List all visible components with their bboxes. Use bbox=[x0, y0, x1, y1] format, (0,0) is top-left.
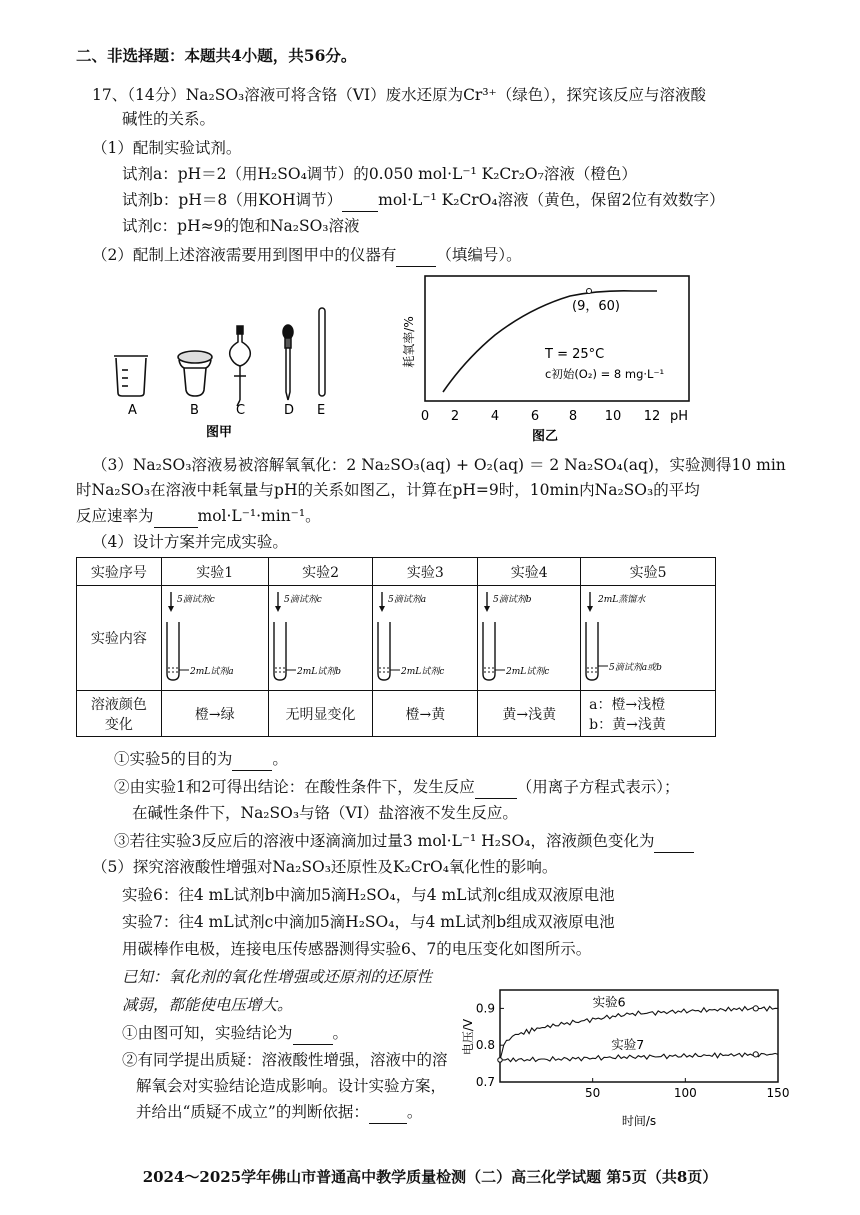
part4-q3: ③若往实验3反应后的溶液中逐滴滴加过量3 mol·L⁻¹ H₂SO₄，溶液颜色变化为 bbox=[114, 830, 694, 853]
experiment-cell bbox=[373, 586, 478, 691]
part3-line1: （3）Na₂SO₃溶液易被溶解氧氧化：2 Na₂SO₃(aq) + O₂(aq) ＝ 2 Na₂SO₄(aq)，实验测得10 min bbox=[92, 456, 786, 474]
series-start-marker bbox=[498, 1058, 502, 1062]
part5-q2-line3: 并给出“质疑不成立”的判断依据： 。 bbox=[136, 1101, 422, 1124]
answer-blank bbox=[475, 776, 517, 799]
series-label: 实验6 bbox=[592, 994, 626, 1010]
test-tube-icon bbox=[274, 622, 286, 680]
table-header: 实验5 bbox=[581, 558, 716, 586]
part3-line2: 时Na₂SO₃在溶液中耗氧量与pH的关系如图乙，计算在pH=9时，10min内Na₂SO₃的平均 bbox=[76, 481, 700, 499]
drop-label: 5滴试剂c bbox=[283, 595, 322, 605]
xtick: 0 bbox=[420, 409, 430, 424]
label-E: E bbox=[317, 403, 326, 418]
tube-content-label: 2mL试剂b bbox=[296, 667, 341, 677]
part5-q2-line2: 解氧会对实验结论造成影响。设计实验方案， bbox=[136, 1077, 447, 1095]
part5-q2-line1: ②有同学提出质疑：溶液酸性增强，溶液中的溶 bbox=[122, 1051, 448, 1069]
experiment7: 实验7：往4 mL试剂c中滴加5滴H₂SO₄，与4 mL试剂b组成双液原电池 bbox=[122, 913, 615, 931]
xtick: 4 bbox=[490, 409, 500, 424]
answer-blank bbox=[232, 748, 272, 771]
answer-blank bbox=[369, 1101, 407, 1124]
test-tube-diagram bbox=[479, 586, 579, 686]
table-header: 实验4 bbox=[478, 558, 581, 586]
test-tube-diagram bbox=[582, 586, 714, 686]
page-footer: 2024～2025学年佛山市普通高中教学质量检测（二）高三化学试题 第5页（共8页） bbox=[142, 1168, 718, 1186]
graph-yi-ylabel: 耗氧率/% bbox=[402, 316, 416, 368]
label-B: B bbox=[190, 403, 199, 418]
test-tube-icon bbox=[483, 622, 495, 680]
part4-q2-line2: 在碱性条件下，Na₂SO₃与铬（VI）盐溶液不发生反应。 bbox=[132, 804, 518, 822]
q17-intro-line1: 17、（14分）Na₂SO₃溶液可将含铬（VI）废水还原为Cr³⁺（绿色），探究该反应与溶液酸 bbox=[92, 86, 706, 104]
figure-jia bbox=[100, 300, 350, 440]
drop-label: 5滴试剂b bbox=[493, 595, 532, 605]
experiment-table bbox=[76, 557, 716, 737]
label-C: C bbox=[236, 403, 246, 418]
row-label: 溶液颜色 变化 bbox=[77, 691, 162, 737]
xtick: 10 bbox=[604, 409, 622, 424]
experiment-cell bbox=[581, 586, 716, 691]
table-header: 实验3 bbox=[373, 558, 478, 586]
color-change-cell: 橙→绿 bbox=[161, 691, 268, 737]
table-row bbox=[77, 691, 716, 737]
point-marker bbox=[587, 289, 592, 294]
series-marker bbox=[753, 1006, 758, 1011]
series-line-7 bbox=[500, 1052, 778, 1061]
voltage-chart bbox=[455, 985, 795, 1135]
point-label: (9，60) bbox=[572, 299, 620, 314]
beaker-icon bbox=[114, 356, 148, 396]
part4-q1: ①实验5的目的为 。 bbox=[114, 748, 288, 771]
figure-yi bbox=[395, 270, 715, 445]
reagent-c: 试剂c：pH≈9的饱和Na₂SO₃溶液 bbox=[122, 217, 360, 235]
y-tick-label: 0.8 bbox=[475, 1038, 495, 1053]
answer-blank bbox=[654, 830, 694, 853]
dropper-icon bbox=[283, 325, 293, 400]
y-tick-label: 0.9 bbox=[475, 1001, 495, 1016]
q17-intro-line2: 碱性的关系。 bbox=[122, 110, 216, 128]
answer-blank bbox=[293, 1022, 333, 1045]
table-header: 实验2 bbox=[268, 558, 373, 586]
section-title: 二、非选择题：本题共4小题，共56分。 bbox=[76, 46, 357, 65]
reagent-a: 试剂a：pH＝2（用H₂SO₄调节）的0.050 mol·L⁻¹ K₂Cr₂O₇溶液（橙色） bbox=[122, 165, 637, 183]
part3-line3: 反应速率为 mol·L⁻¹·min⁻¹。 bbox=[76, 505, 321, 528]
part4-q2: ②由实验1和2可得出结论：在酸性条件下，发生反应 （用离子方程式表示）； bbox=[114, 776, 680, 799]
y-tick-label: 0.7 bbox=[475, 1075, 495, 1089]
glass-rod-icon bbox=[319, 308, 325, 396]
figure-yi-caption: 图乙 bbox=[531, 429, 559, 444]
row-label: 实验内容 bbox=[77, 586, 162, 691]
drop-label: 2mL蒸馏水 bbox=[598, 595, 646, 605]
table-row bbox=[77, 586, 716, 691]
color-change-cell: 橙→黄 bbox=[373, 691, 478, 737]
figure-jia-caption: 图甲 bbox=[206, 425, 233, 440]
x-tick-label: 100 bbox=[673, 1086, 697, 1100]
test-tube-icon bbox=[586, 622, 598, 680]
series-marker bbox=[753, 1052, 758, 1057]
xtick: 6 bbox=[530, 409, 540, 424]
experiment6: 实验6：往4 mL试剂b中滴加5滴H₂SO₄，与4 mL试剂c组成双液原电池 bbox=[122, 886, 615, 904]
x-tick-label: 50 bbox=[585, 1086, 601, 1100]
x-tick-label: 150 bbox=[766, 1086, 790, 1100]
series-label: 实验7 bbox=[611, 1036, 645, 1052]
test-tube-diagram bbox=[163, 586, 267, 686]
known-line2: 减弱，都能使电压增大。 bbox=[122, 996, 293, 1014]
test-tube-diagram bbox=[270, 586, 372, 686]
xtick: 12 bbox=[643, 409, 661, 424]
table-header: 实验序号 bbox=[77, 558, 162, 586]
color-change-cell: 黄→浅黄 bbox=[478, 691, 581, 737]
chart-ylabel: 电压/V bbox=[461, 1018, 475, 1056]
tube-content-label: 2mL试剂c bbox=[401, 667, 445, 677]
color-change-cell: 无明显变化 bbox=[268, 691, 373, 737]
experiment-cell bbox=[161, 586, 268, 691]
label-D: D bbox=[284, 403, 295, 418]
experiment-cell bbox=[268, 586, 373, 691]
experiment-note: 用碳棒作电极，连接电压传感器测得实验6、7的电压变化如图所示。 bbox=[122, 940, 592, 958]
condition-oxygen: c初始(O₂) = 8 mg·L⁻¹ bbox=[545, 367, 665, 381]
part5-title: （5）探究溶液酸性增强对Na₂SO₃还原性及K₂CrO₄氧化性的影响。 bbox=[92, 858, 558, 876]
known-line1: 已知：氧化剂的氧化性增强或还原剂的还原性 bbox=[122, 968, 433, 986]
table-header: 实验1 bbox=[161, 558, 268, 586]
experiment-cell bbox=[478, 586, 581, 691]
test-tube-diagram bbox=[374, 586, 476, 686]
graph-frame bbox=[425, 276, 689, 401]
drop-label: 5滴试剂a bbox=[388, 595, 427, 605]
crucible-icon bbox=[178, 351, 212, 396]
color-change-cell: a：橙→浅橙 b：黄→浅黄 bbox=[581, 691, 716, 737]
answer-blank bbox=[396, 244, 436, 267]
table-header-row bbox=[77, 558, 716, 586]
reagent-b: 试剂b：pH＝8（用KOH调节） mol·L⁻¹ K₂CrO₄溶液（黄色，保留2位有效数字） bbox=[122, 189, 725, 212]
chart-xlabel: 时间/s bbox=[621, 1114, 657, 1128]
part4-title: （4）设计方案并完成实验。 bbox=[92, 533, 288, 551]
drop-label: 5滴试剂c bbox=[176, 595, 215, 605]
part1-title: （1）配制实验试剂。 bbox=[92, 139, 242, 157]
tube-content-label: 2mL试剂c bbox=[506, 667, 550, 677]
tube-content-label: 5滴试剂a或b bbox=[609, 663, 662, 673]
test-tube-icon bbox=[167, 622, 179, 680]
tube-content-label: 2mL试剂a bbox=[189, 667, 234, 677]
xtick: 8 bbox=[568, 409, 578, 424]
answer-blank bbox=[342, 189, 378, 212]
xtick: 2 bbox=[450, 409, 460, 424]
test-tube-icon bbox=[378, 622, 390, 680]
graph-yi-xlabel: pH bbox=[670, 409, 689, 424]
condition-temperature: T = 25°C bbox=[545, 347, 605, 362]
answer-blank bbox=[154, 505, 198, 528]
label-A: A bbox=[128, 403, 137, 418]
part2: （2）配制上述溶液需要用到图甲中的仪器有 （填编号）。 bbox=[92, 244, 522, 267]
separatory-funnel-icon bbox=[230, 326, 251, 406]
part5-q1: ①由图可知，实验结论为 。 bbox=[122, 1022, 348, 1045]
